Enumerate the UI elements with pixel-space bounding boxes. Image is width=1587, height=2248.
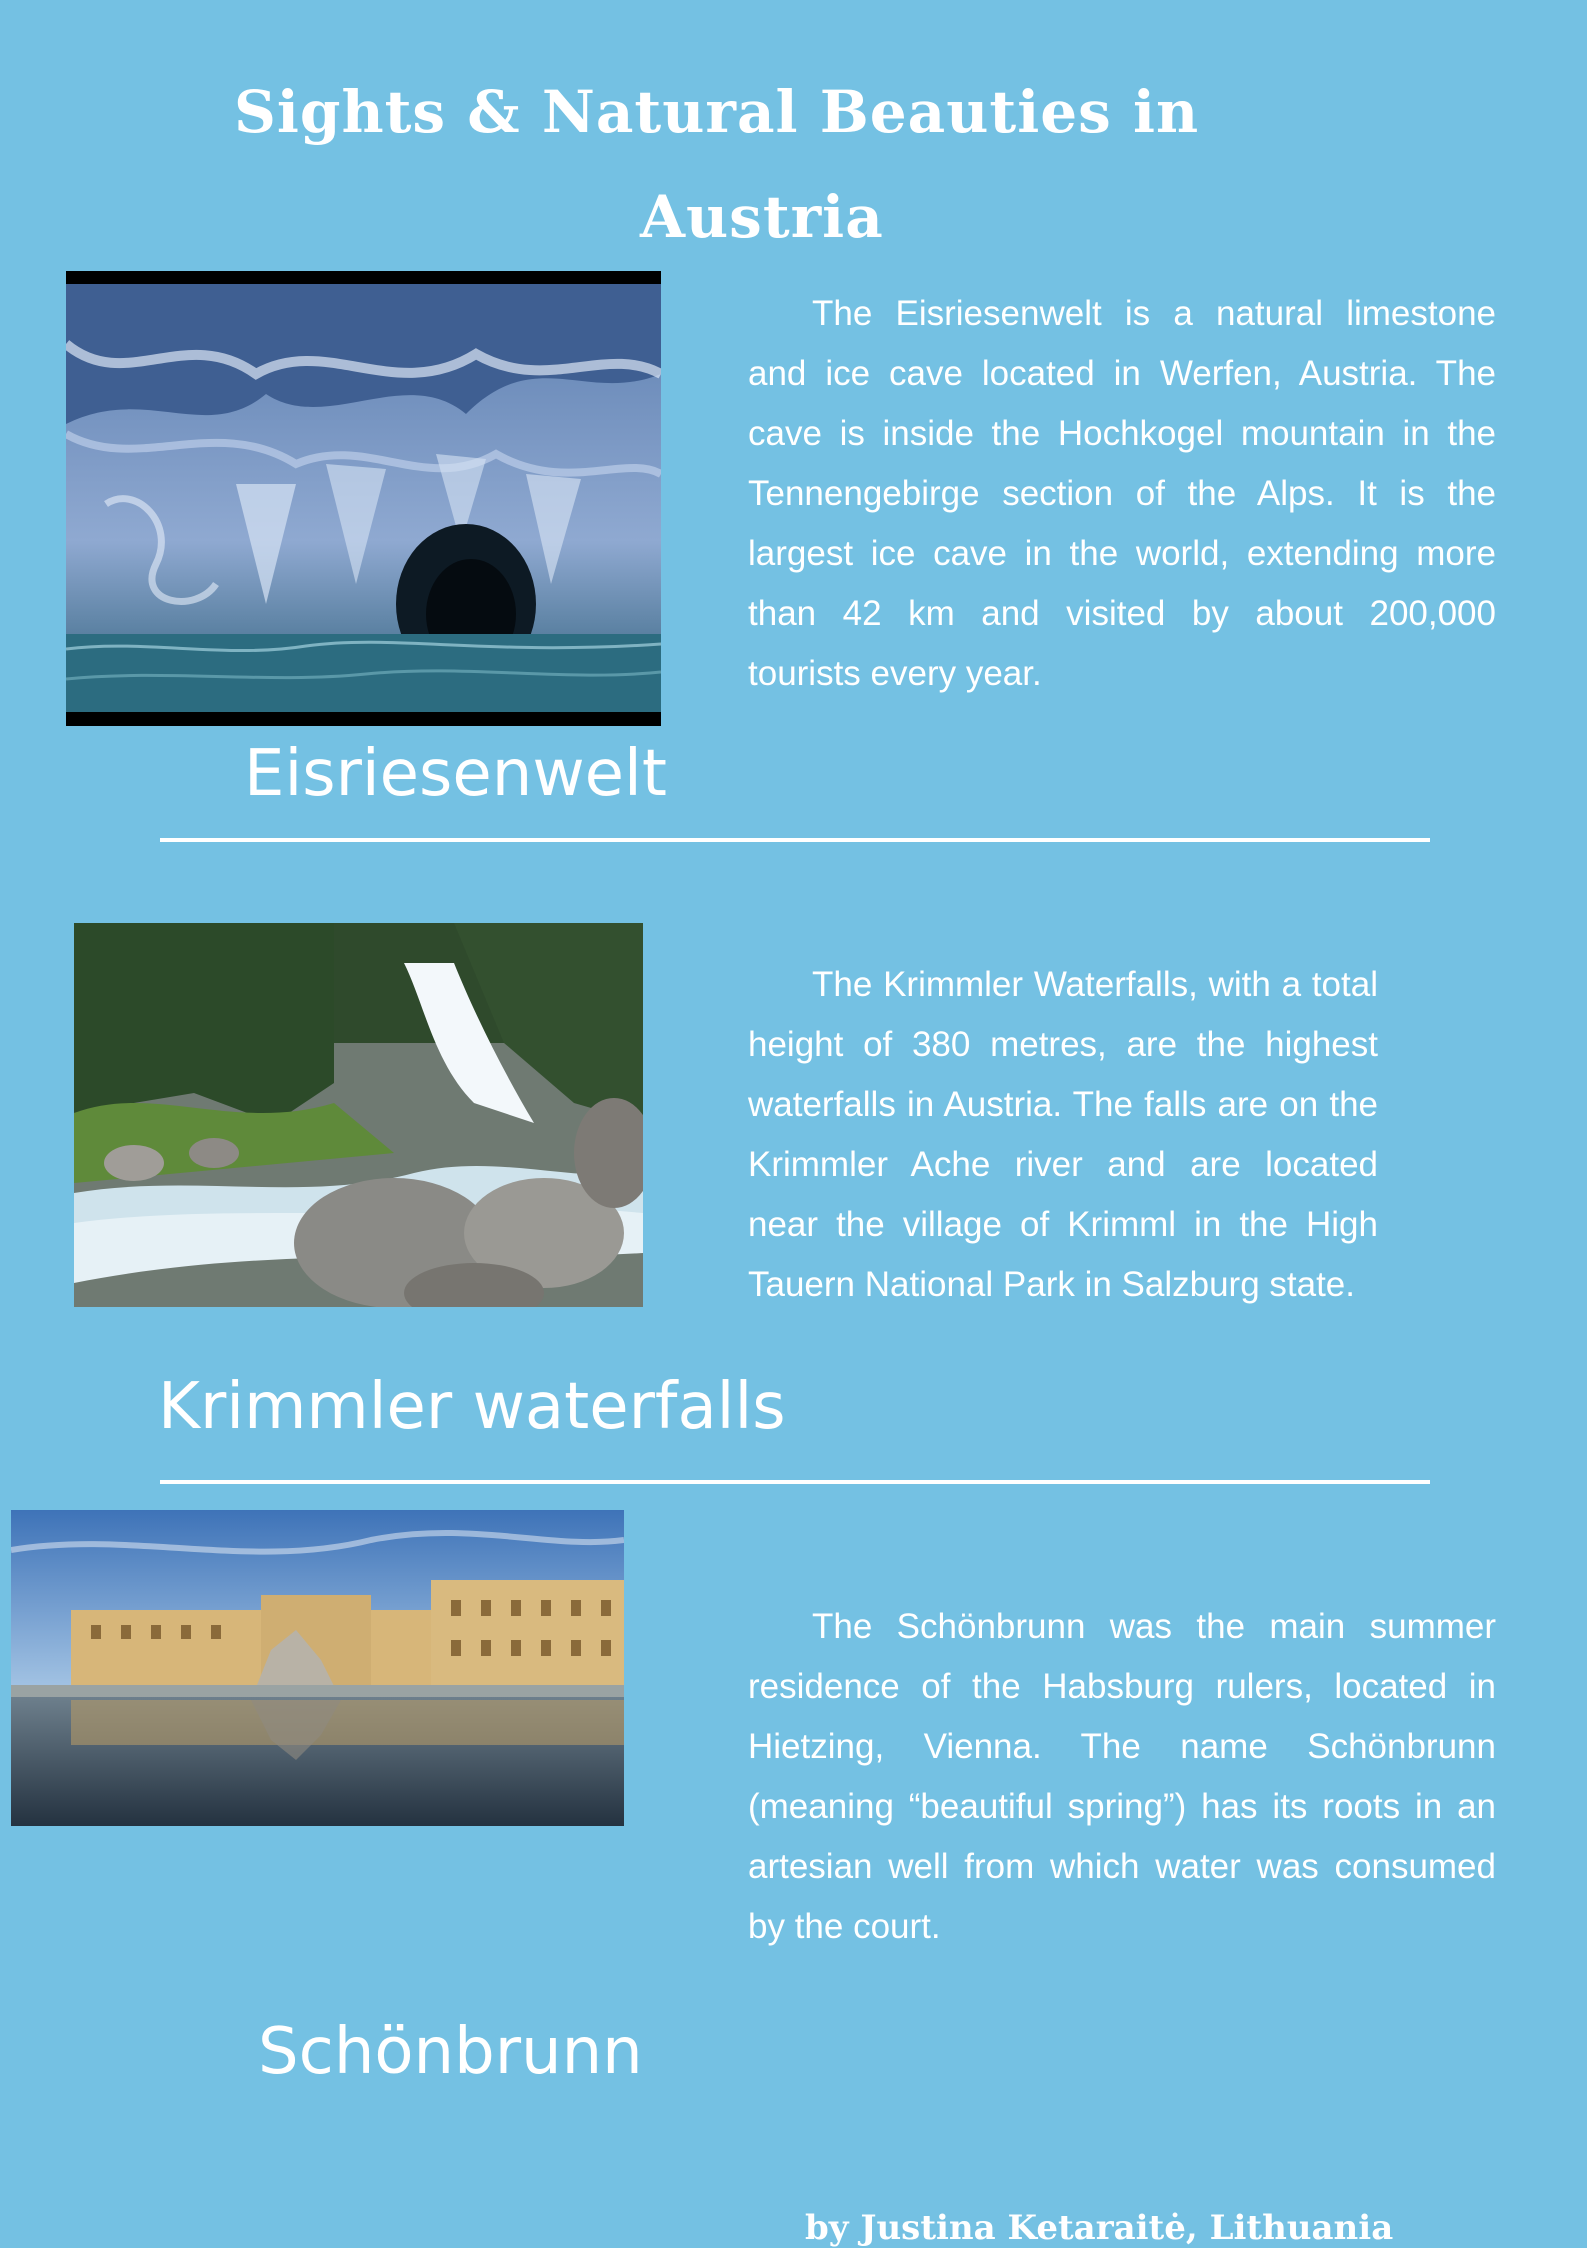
eisriesenwelt-description: The Eisriesenwelt is a natural limestone and ice cave located in Werfen, Austria. The cave is inside the Hochkogel mountain in the Tennengebirge section of the Alps. It is the largest ice cave in the world, extending more than 42 km and visited by about 200,000 tourists every year. (748, 294, 1496, 693)
schonbrunn-photo (11, 1510, 624, 1826)
krimmler-waterfalls-caption: Krimmler waterfalls (158, 1370, 786, 1444)
schonbrunn-description: The Schönbrunn was the main summer residence of the Habsburg rulers, located in Hietzing, Vienna. The name Schönbrunn (meaning “beautiful spring”) has its roots in an artesian well from which water was consumed by the court. (748, 1607, 1496, 1946)
krimmler-waterfalls-description: The Krimmler Waterfalls, with a total height of 380 metres, are the highest waterfalls in Austria. The falls are on the Krimmler Ache river and are located near the village of Krimml in the High Tauern National Park in Salzburg state. (748, 965, 1378, 1304)
page-title (190, 60, 1290, 270)
author-credit: by Justina Ketaraitė, Lithuania (805, 2208, 1394, 2248)
krimmler-waterfalls-photo (74, 923, 643, 1307)
eisriesenwelt-caption: Eisriesenwelt (244, 737, 667, 811)
eisriesenwelt-photo (66, 271, 661, 726)
title-line-2: Austria (640, 183, 884, 251)
section-divider (160, 1480, 1430, 1484)
title-line-1: Sights & Natural Beauties in (234, 78, 1200, 146)
schonbrunn-caption: Schönbrunn (258, 2015, 643, 2089)
section-divider (160, 838, 1430, 842)
